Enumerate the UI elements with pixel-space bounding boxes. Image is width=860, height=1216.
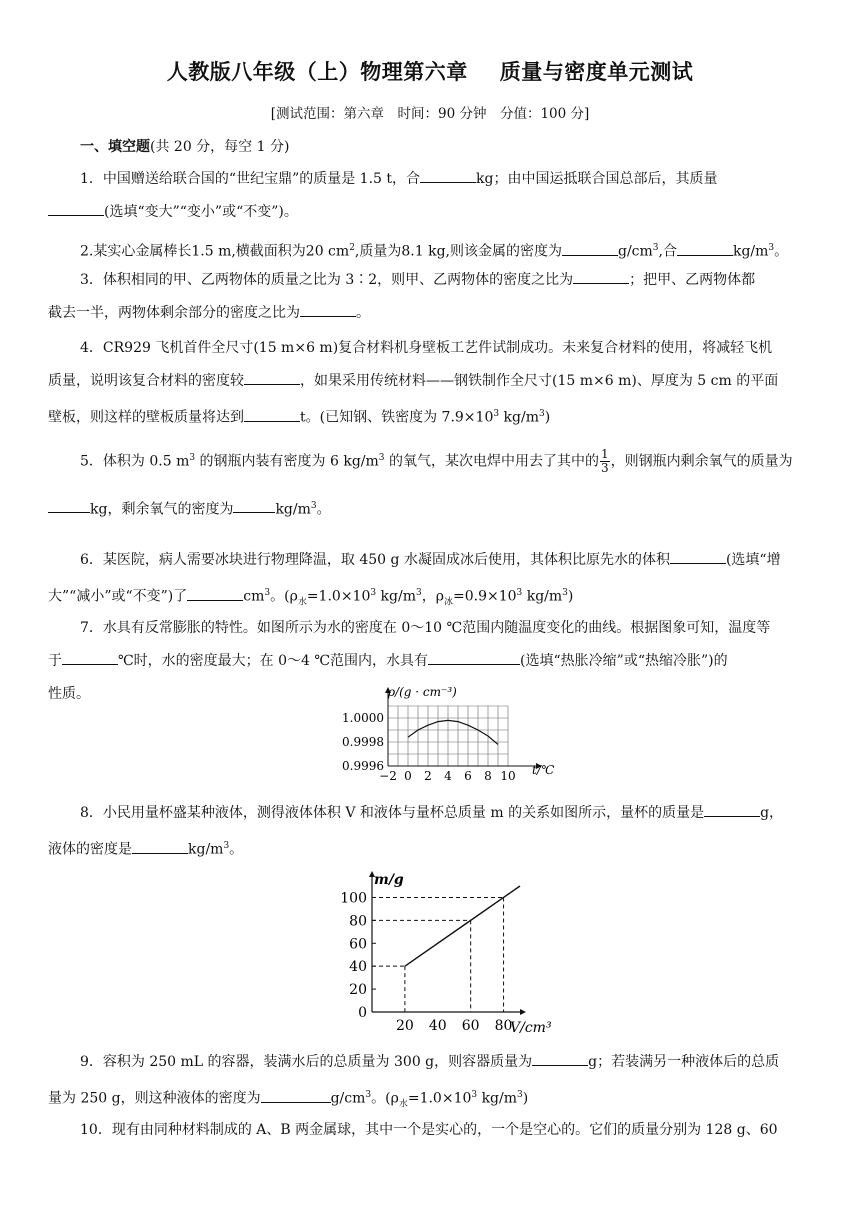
title-right: 质量与密度单元测试 <box>499 60 694 84</box>
x-tick-label: 8 <box>484 769 492 783</box>
mass-volume-chart <box>330 864 570 1036</box>
x-tick-label: 60 <box>461 1018 480 1034</box>
x-axis-label: V/cm³ <box>510 1020 552 1036</box>
x-tick-label: 80 <box>494 1018 513 1034</box>
answer-blank[interactable] <box>670 549 726 564</box>
y-tick-label: 0.9996 <box>342 759 384 773</box>
chart-series <box>408 720 498 744</box>
water-density-chart <box>330 684 570 784</box>
section-heading <box>80 136 289 156</box>
section-title: 一、填空题 <box>80 139 150 155</box>
y-tick-label: 100 <box>340 890 367 907</box>
test-info: [测试范围：第六章 时间：90 分钟 分值：100 分] <box>270 106 590 122</box>
answer-blank[interactable] <box>187 586 243 601</box>
answer-blank[interactable] <box>428 650 520 665</box>
y-tick-label: 0 <box>358 1005 367 1021</box>
answer-blank[interactable] <box>677 241 733 256</box>
y-axis-label: ρ/(g · cm⁻³) <box>388 685 457 699</box>
x-tick-label: 0 <box>404 769 412 783</box>
question-7: 7．水具有反常膨胀的特性。如图所示为水的密度在 0～10 ℃范围内随温度变化的曲线。根据图象可知，温度等 于 ℃时，水的密度最大；在 0～4 ℃范围内，水具有 (选填“热胀冷缩”或“热缩冷胀”)的 性质。 <box>48 620 771 702</box>
density-curve <box>408 720 498 744</box>
x-tick-label: 6 <box>464 769 472 783</box>
answer-blank[interactable] <box>562 241 618 256</box>
answer-blank[interactable] <box>244 370 300 385</box>
answer-blank[interactable] <box>132 839 188 854</box>
answer-blank[interactable] <box>233 498 275 513</box>
x-axis-arrow <box>520 1009 526 1015</box>
y-tick-label: 80 <box>349 913 367 930</box>
x-tick-label: 2 <box>424 769 432 783</box>
chart-tick-labels <box>342 711 516 783</box>
answer-blank[interactable] <box>62 650 118 665</box>
question-3: 3．体积相同的甲、乙两物体的质量之比为 3∶2，则甲、乙两物体的密度之比为 ；把甲、乙两物体都 截去一半，两物体剩余部分的密度之比为 。 <box>48 264 812 330</box>
chart-grid <box>388 706 508 766</box>
y-tick-label: 40 <box>349 959 367 976</box>
answer-blank[interactable] <box>420 168 476 183</box>
x-tick-label: −2 <box>379 769 397 783</box>
answer-blank[interactable] <box>532 1051 588 1066</box>
question-1: 1．中国赠送给联合国的“世纪宝鼎”的质量是 1.5 t，合 kg；由中国运抵联合国总部后，其质量 (选填“变大”“变小”或“不变”)。 <box>48 163 812 229</box>
answer-blank[interactable] <box>300 302 356 317</box>
question-9: 9．容积为 250 mL 的容器，装满水后的总质量为 300 g，则容器质量为 g；若装满另一种液体后的总质 量为 250 g，则这种液体的密度为 $g/cm^3$。($\rho_水=1.0\times 10^3$ $kg/m^3$) <box>48 1046 812 1121</box>
chart-axes <box>369 871 526 1015</box>
y-tick-label: 20 <box>349 982 367 999</box>
chart-axes <box>385 687 542 769</box>
answer-blank[interactable] <box>573 269 629 284</box>
question-2: 2.某实心金属棒长1.5 m,横截面积为20 $cm^2$,质量为8.1 kg,则该金属的密度为 $g/cm^3$,合 $kg/m^3$。 <box>48 232 812 269</box>
y-tick-label: 0.9998 <box>342 735 384 749</box>
x-axis-label: t/℃ <box>532 763 555 777</box>
title-left: 人教版八年级（上）物理第六章 <box>166 60 468 84</box>
answer-blank[interactable] <box>261 1088 331 1103</box>
x-tick-label: 10 <box>500 769 516 783</box>
y-axis-label: m/g <box>374 872 404 888</box>
question-6: 6．某医院，病人需要冰块进行物理降温，取 450 g 水凝固成冰后使用，其体积比原先水的体积 (选填“增 大”“减小”或“不变”)了 $cm^3$。($\rho_水=1.0\times 10^3$ $kg/m^3$，$\rho_冰=0.9\times 10^3$ $kg/m^3$) <box>48 544 812 619</box>
x-tick-label: 20 <box>395 1018 414 1034</box>
question-8: 8．小民用量杯盛某种液体，测得液体体积 V 和液体与量杯总质量 m 的关系如图所示，量杯的质量是 g， 液体的密度是 $kg/m^3$。 <box>48 797 812 867</box>
mass-volume-line <box>405 886 520 966</box>
answer-blank[interactable] <box>244 407 300 422</box>
fraction-one-third: $\frac{1}{3}$ <box>600 447 609 476</box>
section-note: (共 20 分，每空 1 分) <box>150 139 290 155</box>
chart-series <box>405 886 520 966</box>
question-4: 4．CR929 飞机首件全尺寸(15 m×6 m)复合材料机身壁板工艺件试制成功。未来复合材料的使用，将减轻飞机 质量，说明该复合材料的密度较 ，如果采用传统材料——钢铁制作全尺寸(15 m×6 m)、厚度为 5 cm 的平面 壁板，则这样的壁板质量将达到 t。(已知钢、铁密度为 $7.9\times 10^3$ $kg/m^3$) <box>48 340 779 426</box>
chart-guide-lines <box>372 897 504 1012</box>
answer-blank[interactable] <box>48 498 90 513</box>
y-tick-label: 60 <box>349 936 367 953</box>
answer-blank[interactable] <box>704 802 760 817</box>
answer-blank[interactable] <box>48 201 104 216</box>
x-tick-label: 4 <box>444 769 452 783</box>
question-10: 10．现有由同种材料制成的 A、B 两金属球，其中一个是实心的，一个是空心的。它们的质量分别为 128 g、60 <box>80 1122 778 1138</box>
page-title <box>0 56 860 86</box>
question-5: 5．体积为 0.5 $m^3$ 的钢瓶内装有密度为 6 $kg/m^3$ 的氧气，某次电焊中用去了其中的 $\frac{1}{3}$ ，则钢瓶内剩余氧气的质量为 kg，剩余氧气的密度为 $kg/m^3$。 <box>48 436 812 531</box>
x-tick-label: 40 <box>428 1018 447 1034</box>
y-tick-label: 1.0000 <box>342 711 384 725</box>
